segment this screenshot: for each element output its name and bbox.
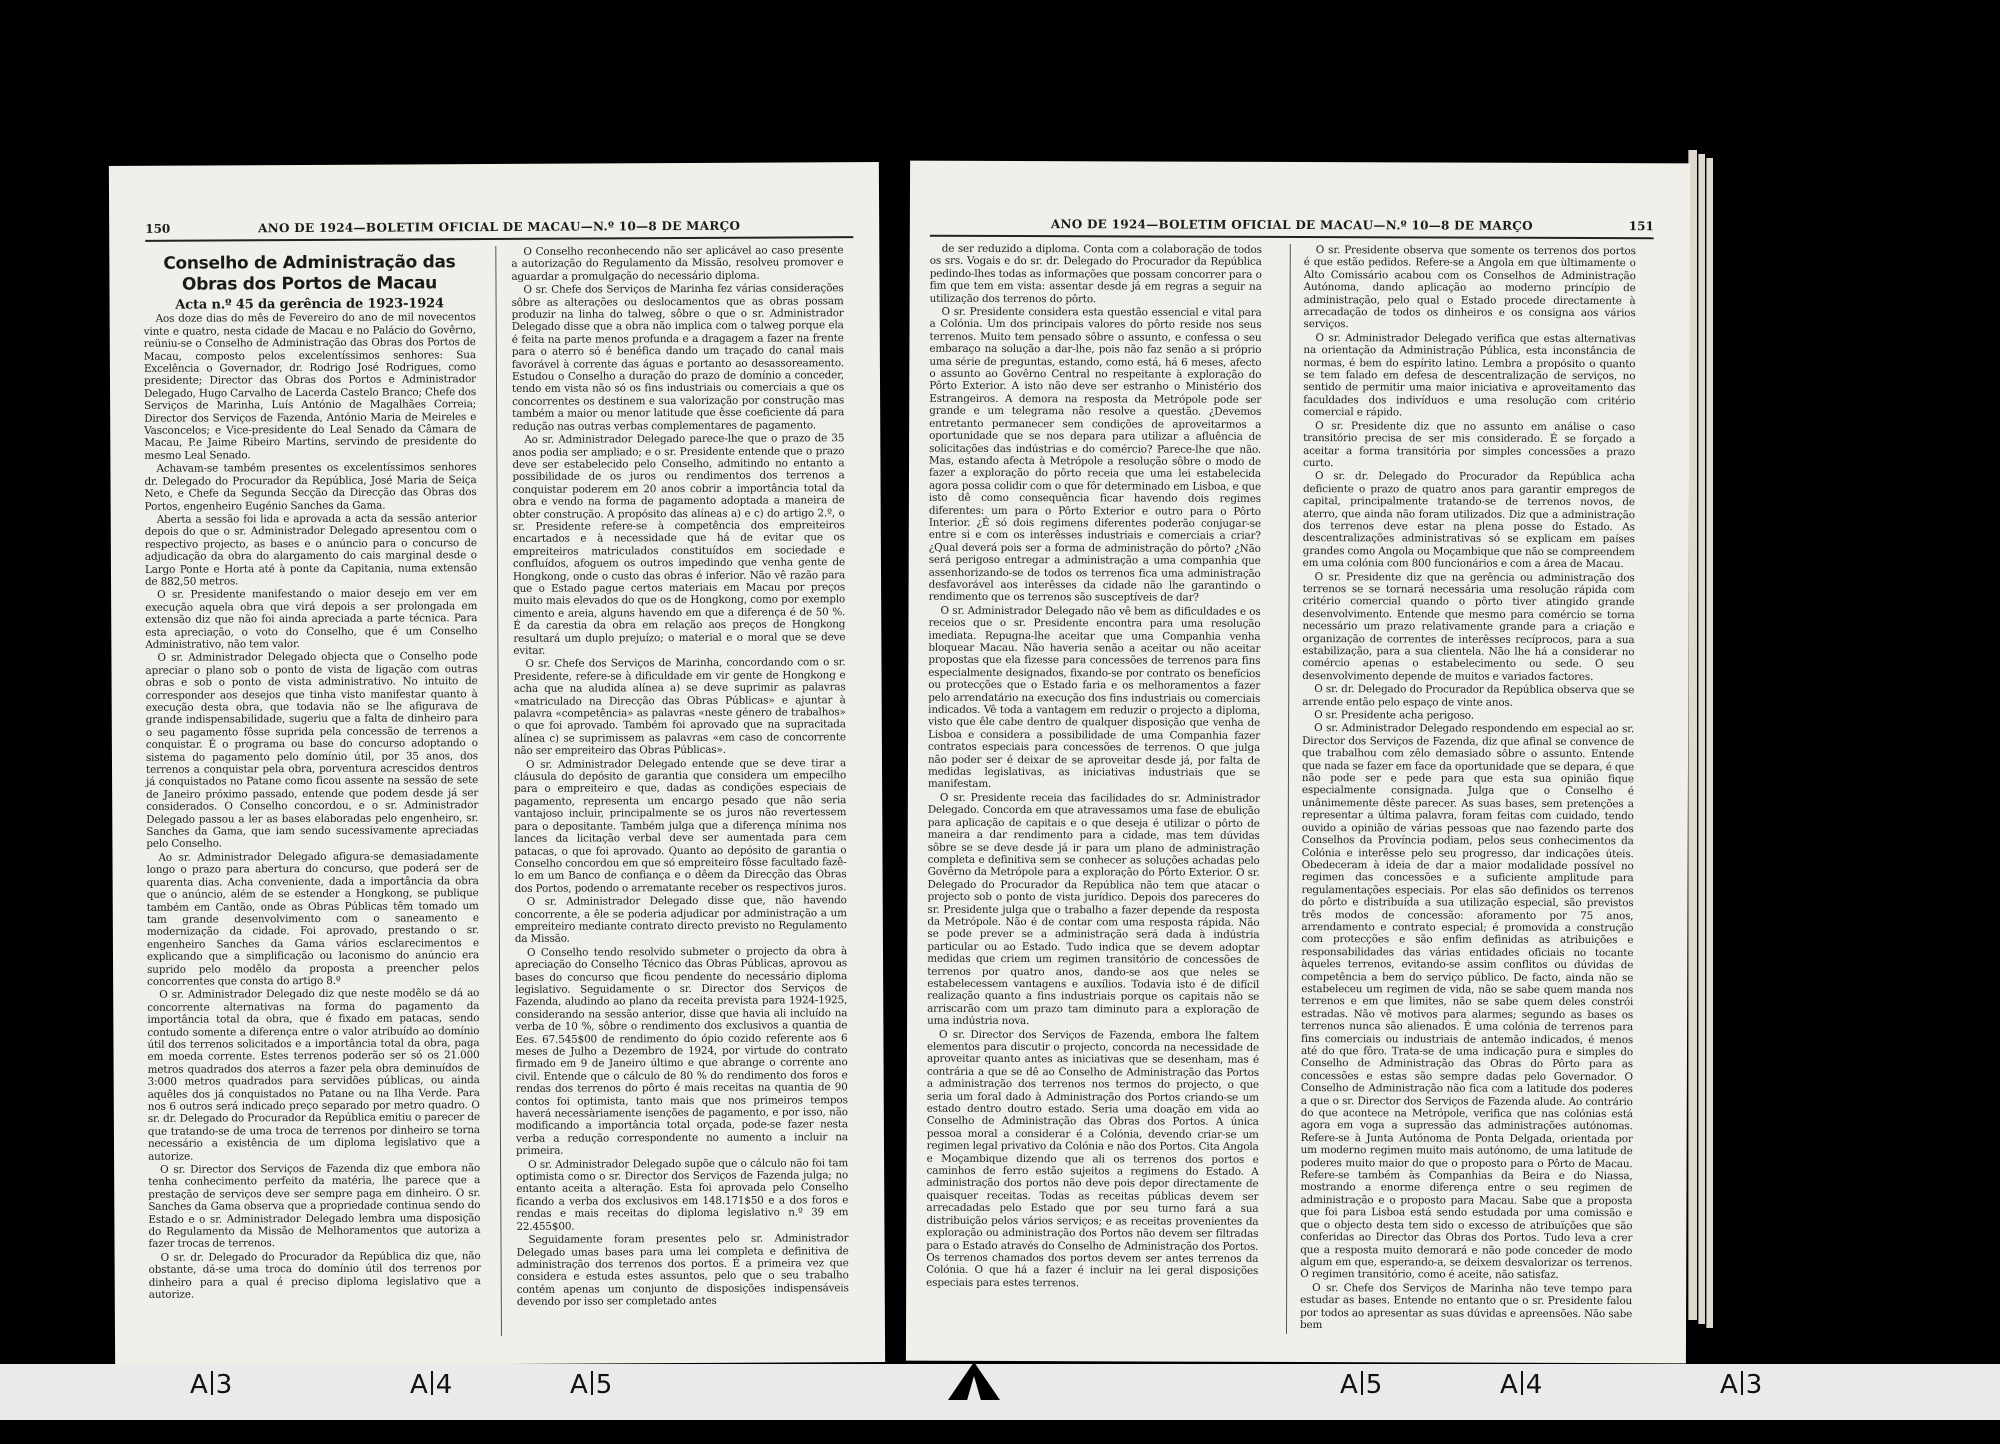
paragraph: O sr. Chefe dos Serviços de Marinha fez várias considerações sôbre as alterações ou deslocamentos que as obras possam produzir na linha do talweg, sôbre o que o sr. Administrador Delegado disse que a obra não implica com o talweg porque ela é feita na parte menos profunda e a dragagem a fazer na frente para o aterro só é benéfica dando um traçado do canal mais favorável à corrente das águas e portanto ao desassoreamento. Estudou o Conselho a duração do prazo de domínio a conceder, tendo em vista não só os fins industriais ou comerciais a que os concorrentes os destinem e sua valorização por construção mas também a maior ou menor latitude que êsse coeficiente dá para redução nas outras verbas complementares de pagamento.	[511, 282, 845, 433]
paragraph: O sr. Administrador Delegado entende que se deve tirar a cláusula do depósito de garantia que considera um empecilho para o empreiteiro e que, dadas as condições especiais de pagamento, representa um encargo pesado que não seria vantajoso incluir, principalmente se os juros não revertessem para o depositante. Também julga que a diferença mínima nos lances da licitação verbal deve ser aumentada para cem patacas, o que foi aprovado. Quanto ao depósito de garantia o Conselho concordou em que só empreiteiro fôsse facultado fazê-lo em um Banco de confiança e o dêem da Direcção das Obras dos Portos, podendo o arrematante receber os respectivos juros.	[514, 756, 847, 895]
paragraph: O sr. Chefe dos Serviços de Marinha não teve tempo para estudar as bases. Entende no entanto que o sr. Presidente falou por todos ao apresentar as suas dúvidas e apreensões. Não sabe bem	[1300, 1281, 1633, 1332]
right-page	[906, 161, 1690, 1364]
film-mark: A 4	[410, 1370, 453, 1400]
paragraph: O sr. dr. Delegado do Procurador da República acha deficiente o prazo de quatro anos para garantir empregos de capital, principalmente tratando-se de terrenos novos, de aterro, que ainda não foram utilizados. Diz que a administração dos terrenos deve estar na plena posse do Estado. As descentralizações administrativas só se explicam em países grandes como Angola ou Moçambique que não se compreendem em uma colónia com 800 funcionários e com a área de Macau.	[1302, 470, 1636, 571]
text-column	[1300, 244, 1636, 1333]
paragraph: O sr. Presidente manifestando o maior desejo em ver em execução aquela obra que virá depois a ser prolongada em extensão diz que não foi ainda apreciada a parte técnica. Para esta apreciação, o voto do Conselho, que é um Conselho Administrativo, não tem valor.	[145, 587, 478, 651]
paragraph: O sr. Presidente acha perigoso.	[1314, 709, 1474, 722]
film-strip	[0, 1364, 2000, 1420]
paragraph: O sr. Presidente diz que na gerência ou administração dos terrenos se se tornará necessária uma resolução rápida com critério comercial quando o pôrto tiver atingido grande desenvolvimento. Entende que mesmo para comércio se torna necessário um prazo relativamente grande para a criação e organização de correntes de interêsses recíprocos, para a sua estabilização, para a sua clientela. Não lhe há a considerar no comércio apenas o estabelecimento ou sede. O seu desenvolvimento depende de muitos e variados factores.	[1302, 570, 1635, 683]
paragraph: O sr. Presidente diz que no assunto em análise o caso transitório precisa de ser mis considerado. É se forçado a aceitar a forma transitória por simples concessões a prazo curto.	[1303, 419, 1636, 470]
page-number: 151	[1628, 219, 1654, 234]
paragraph: O sr. Chefe dos Serviços de Marinha, concordando com o sr. Presidente, refere-se à dificuldade em vir gente de Hongkong e acha que na aludida alínea a) se deve suprimir as palavras «matriculado na Direcção das Obras Públicas» e ajuntar à palavra «competência» as palavras «neste género de trabalhos» o que foi aprovado. Também foi aprovado que na supracitada alínea c) se suprimissem as palavras «em caso de concorrente não ser empreiteiro das Obras Públicas».	[513, 656, 846, 758]
page-number: 150	[145, 221, 171, 236]
film-mark: A 3	[190, 1370, 233, 1400]
column-divider	[495, 246, 502, 1336]
page-stack-edge	[1698, 154, 1705, 1324]
paragraph: O sr. Administrador Delegado diz que neste modêlo se dá ao concorrente alternativas na forma do pagamento da importância total da obra, que é fixado em patacas, sendo contudo somente a diferença entre o valor atribuído ao domínio útil dos terrenos solicitados e a importância total da obra, paga em moeda corrente. Estes terrenos poderão ser só os 21.000 metros quadrados dos aterros a fazer pela obra deminuídos de 3:000 metros quadrados para servidões públicas, ou ainda aquêles dos já conquistados no Patane ou na Ilha Verde. Para nos 6 outros será indicado preço separado por metro quadro. O sr. dr. Delegado do Procurador da República emitiu o parecer de que tratando-se de uma troca de terrenos por dinheiro se torna necessário a existência de um diploma legislativo que a autorize.	[147, 987, 481, 1163]
paragraph: O sr. Administrador Delegado disse que, não havendo concorrente, a êle se poderia adjudicar por administração a um empreiteiro mediante contrato directo previsto no Regulamento da Missão.	[514, 894, 847, 946]
paragraph: O sr. Presidente considera esta questão essencial e vital para a Colónia. Um dos principais valores do pôrto reside nos seus terrenos. Muito tem pensado sôbre o assunto, e confessa o seu embaraço na solução a dar-lhe, pois não faz senão a si próprio uma série de preguntas, estando, como está, há 6 meses, afecto o assunto ao Govêrno Central no respeitante à exploração do Pôrto Exterior. A isto não deve ser estranho o Ministério dos Estrangeiros. A demora na resposta da Metrópole pode ser grande e um telegrama não resolve a questão. ¿Devemos entretanto permanecer sem condições de aproveitarmos a oportunidade que se nos depara para utilizar a afluência de solicitações das indústrias e do comércio? Parece-lhe que não. Mas, estando afecta à Metrópole a resolução sôbre o modo de fazer a exploração do pôrto receia que uma lei estabelecida agora possa colidir com o que fôr determinado em Lisboa, e que isto dê como consequência ficar havendo dois regimes diferentes: um para o Pôrto Exterior e outro para o Pôrto Interior. ¿É só dois regimens diferentes poderão conjugar-se entre si e com os interêsses industriais e comerciais a criar? ¿Qual deverá pois ser a forma de administração do pôrto? ¿Não será perigoso entregar a administração a uma companhia que assenhorizando-se de todos os terrenos fica uma administração desfavorável aos interêsses da cidade não lhe garantindo o rendimento que os terrenos são susceptíveis de dar?	[928, 305, 1262, 605]
film-mark: A 4	[1500, 1370, 1543, 1400]
acta-heading: Acta n.º 45 da gerência de 1923-1924	[175, 296, 444, 313]
paragraph: O sr. Director dos Serviços de Fazenda diz que embora não tenha conhecimento perfeito da matéria, lhe parece que a prestação de serviços deve ser sempre paga em dinheiro. O sr. Sanches da Gama observa que a propriedade continua sendo do Estado e o sr. Administrador Delegado lembra uma disposição do Regulamento da Missão de Melhoramentos que autoriza a fazer trocas de terrenos.	[148, 1162, 481, 1251]
paragraph: O sr. Director dos Serviços de Fazenda, embora lhe faltem elementos para discutir o projecto, concorda na necessidade de aproveitar quanto antes as iniciativas que se desenham, mas é contrária a que se dê ao Conselho de Administração das Portos a administração dos terrenos nos termos do projecto, o que seria um foral dado à Administração dos Portos criando-se um estado dentro doutro estado. Seria uma doação em vida ao Conselho de Administração das Obras dos Portos. A única pessoa moral a considerar é a Colónia, devendo criar-se um regimen legal privativo da Colónia e não dos Portos. Cita Angola e Moçambique dizendo que ali os terrenos dos portos e caminhos de ferro estão sujeitos a regimens do Estado. A administração dos portos não deve pois depor directamente de quaisquer receitas. Todas as receitas públicas devem ser arrecadadas pelo Estado que por seu turno fará a sua distribuição pelos vários serviços; e as receitas provenientes da exploração ou administração dos Portos não devem ser filtradas para o Estado através do Conselho de Administração dos Portos. Os terrenos chamados dos portos devem ser antes terrenos da Colónia. O que há a fazer é incluir na lei geral disposições especiais para estes terrenos.	[926, 1028, 1260, 1289]
paragraph: O sr. Administrador Delegado respondendo em especial ao sr. Director dos Serviços de Fazenda, diz que afinal se convence de que trabalhou com zêlo demasiado sôbre o assunto. Entende que nada se fazer em face da oportunidade que se depara, é que não pode ser e pede para que esta sua opinião fique especialmente consignada. Julga que o Conselho é unânimemente dêste parecer. As suas bases, sem pretenções a representar a última palavra, foram feitas com cuidado, tendo ouvido a opinião de várias pessoas que nao fazendo parte dos Conselhos da Província podiam, pelos seus conhecimentos da Colónia e interêsse pelo seu progresso, dar indicações úteis. Obedeceram à ideia de dar a maior modalidade possível no regimen das concessões e a suficiente amplitude para regulamentações especiais. Por elas são definidos os terrenos do pôrto e distribuída a sua utilização especial, são previstos três modos de concessão: aforamento por 75 anos, arrendamento e contrato especial; é promovida a construção com protecções e são enfim definidas as atribuições e responsabilidades das várias entidades oficiais no tocante àqueles terrenos, evitando-se assim conflitos ou dúvidas de competência a bem do serviço público. De facto, ainda não se estabeleceu um regimen de vida, não se sabe quem manda nos terrenos e em que limites, não se sabe quem deles constrói estradas. Não vê motivos para alarmes; segundo as bases os terrenos nunca são alienados. É uma colónia de terrenos para fins comerciais ou industriais de antemão indicados, é menos até do que fôro. Trata-se de uma indicação pura e simples do Conselho de Administração das Obras do Pôrto para as concessões e estas são sempre dadas pelo Governador. O Conselho de Administração não fica com a latitude dos poderes a que o sr. Director dos Serviços de Fazenda alude. Ao contrário do que acontece na Metrópole, verifica que nas colónias está agora em voga a supressão das administrações autónomas. Refere-se à Junta Autónoma de Ponta Delgada, orientada por um moderno regimen muito mais autónomo, de uma latitude de poderes muito maior do que o proposto para o Pôrto de Macau. Refere-se também às Companhias da Beira e do Niassa, mostrando a enorme diferença entre o seu regimen de administração e o proposto para Macau. Sabe que a proposta que foi para Lisboa está sendo estudada por uma comissão e que o objecto desta tem sido o excesso de atribuïções que são conferidas ao Director das Obras dos Portos. Tudo leva a crer que a resposta muito demorará e não pode conceder de modo algum em que, esperando-a, se deixem desvalorizar os terrenos. O regimen transitório, como é aceite, não satisfaz.	[1300, 722, 1635, 1282]
paragraph: de ser reduzido a diploma. Conta com a colaboração de todos os srs. Vogais e do sr. dr. Delegado do Procurador da República pedindo-lhes todas as informações que possam concorrer para o fim que tem em vista: assentar desde já em regras a seguir na utilização dos terrenos do pôrto.	[929, 242, 1262, 305]
paragraph: Seguidamente foram presentes pelo sr. Administrador Delegado umas bases para uma lei completa e definitiva de administração dos terrenos dos portos. É a primeira vez que considera e estuda estes assuntos, pelo que o seu trabalho contém apenas um conjunto de disposições indispensáveis devendo por isso ser completado antes	[516, 1232, 849, 1309]
paragraph: Aberta a sessão foi lida e aprovada a acta da sessão anterior depois do que o sr. Administrador Delegado apresentou com o respectivo projecto, as bases e o anúncio para o concurso de adjudicação da obra do alargamento do cais marginal desde o Largo Ponte e Horta até à ponte da Capitania, numa extensão de 882,50 metros.	[144, 512, 478, 588]
paragraphs	[144, 312, 481, 1302]
paragraph: O Conselho reconhecendo não ser aplicável ao caso presente a autorização do Regulamento da Missão, resolveu promover e aguardar a promulgação do necessário diploma.	[511, 244, 844, 283]
film-mark: A 5	[570, 1370, 613, 1400]
paragraph: O sr. Administrador Delegado não vê bem as dificuldades e os receios que o sr. Presidente encontra para uma resolução imediata. Repugna-lhe aceitar que uma Companhia venha bloquear Macau. Não haveria senão a aceitar ou não aceitar propostas que ela fizesse para concessões de terrenos para fins especialmente designados, fixando-se por contrato os benefícios ou protecções que o Estado faria e os melhoramentos a fazer pelo arrendatário na execução dos fins industriais ou comerciais indicados. Vê toda a vantagem em reduzir o projecto a diploma, visto que êle cabe dentro de qualquer disposição que venha de Lisboa e considera a possibilidade de uma Companhia fazer contratos especiais para concessões de terrenos. O que julga não poder ser é deixar de se aproveitar desde já, por falta de medidas legislativas, as iniciativas industriais que se manifestam.	[927, 604, 1261, 791]
article-title: Conselho de Administração das Obras dos Portos de Macau	[163, 252, 456, 295]
paragraph: O sr. Administrador Delegado objecta que o Conselho pode apreciar o plano sob o ponto de vista de ligação com outras obras e sob o ponto de vista administrativo. No intuito de corresponder aos desejos que tinha visto manifestar quanto à execução desta obra, que todavia não se lhe afigurava de grande indispensabilidade, sugeriu que a falta de dinheiro para o seu pagamento fôsse suprida pela concessão de terrenos a conquistar. É o programa ou base do concurso adoptando o sistema do pagamento pelo domínio útil, por 35 anos, dos terrenos a conquistar pela obra, porventura acrescidos dentros já conquistados no Patane como ficou assente na sessão de sete de Janeiro próximo passado, entende que podem desde já ser considerados. O Conselho concordou, e o sr. Administrador Delegado passou a ler as bases elaboradas pelo engenheiro, sr. Sanches da Gama, que iam sendo sucessivamente apreciadas pelo Conselho.	[145, 650, 479, 851]
page-stack-edge	[1706, 158, 1713, 1328]
paragraph: O sr. dr. Delegado do Procurador da República observa que se arrende então pelo espaço de vinte anos.	[1302, 683, 1635, 709]
paragraph: O Conselho tendo resolvido submeter o projecto da obra à apreciação do Conselho Técnico das Obras Públicas, aprovou as bases do concurso que ficou pendente do necessário diploma legislativo. Seguidamente o sr. Director dos Serviços de Fazenda, aludindo ao plano da receita prevista para 1924-1925, considerando na sessão anterior, disse que havia ali incluído na verba de 10 %, sôbre o rendimento dos exclusivos a quantia de Ees. 67.545$00 de rendimento do ópio cozido referente aos 6 meses de Julho a Dezembro de 1924, por virtude do contrato firmado em 9 de Janeiro último e que abrange o corrente ano civil. Entende que o cálculo de 80 % do rendimento dos foros e rendas dos terrenos do pôrto é mais receitas na quantia de 90 contos foi optimista, tanto mais que nos primeiros tempos haverá necessàriamente isenções de pagamento, e por isso, não modificando a importância total orçada, pode-se fazer nesta verba a redução correspondente no aumento a incluir na primeira.	[515, 944, 848, 1158]
paragraphs	[926, 243, 1262, 1290]
left-page	[109, 162, 885, 1366]
paragraph: Ao sr. Administrador Delegado parece-lhe que o prazo de 35 anos podia ser ampliado; e o sr. Presidente entende que o prazo deve ser estabelecido pelo Conselho, admitindo no entanto a possibilidade de os juros ou rendimentos dos terrenos a conquistar poderem em 20 anos cobrir a importância total da obra e vendo na forma de pagamento adoptada a maneira de obter construção. A propósito das alíneas a) e c) do artigo 2.º, o sr. Presidente refere-se à competência dos empreiteiros encartados e à necessidade que há de evitar que os empreiteiros matriculados constituídos em sociedade e confluídos, afoguem os outros impedindo que venha gente de Hongkong, onde o custo das obras é inferior. Não vê razão para que o Estado pague certos materiais em Macau por preços muito mais elevados do que os de Hongkong, como por exemplo cimento e areia, alguns havendo em que a diferença é de 50 %. É da carestia da obra em relação aos preços de Hongkong resultará um duplo prejuízo; o material e o moral que se deve evitar.	[512, 432, 846, 657]
paragraph: O sr. dr. Delegado do Procurador da República diz que, não obstante, dá-se uma troca do domínio útil dos terrenos por dinheiro para a qual é preciso diploma legislativo que a autorize.	[148, 1249, 481, 1301]
paragraph: Achavam-se também presentes os excelentíssimos senhores dr. Delegado do Procurador da República, José Maria de Seiça Neto, e Chefe da Segunda Secção da Direcção das Obras dos Portos, engenheiro Eugénio Sanches da Gama.	[144, 461, 477, 513]
page-header	[930, 217, 1654, 240]
text-column	[143, 246, 481, 1302]
paragraph: Ao sr. Administrador Delegado afigura-se demasiadamente longo o prazo para abertura do concurso, que poderá ser de quarenta dias. Acha conveniente, dada a importância da obra que o anúncio, além de se estender a Hongkong, se publique também em Cantão, onde as Obras Públicas têm tomado um tam grande desenvolvimento com o saneamento e modernização da cidade. Foi aprovado, prestando o sr. engenheiro Sanches da Gama vários esclarecimentos e explicando que a simplificação ou laconismo do anúncio era suprido pelo modêlo da proposta a preencher pelos concorrentes que consta do artigo 8.º	[146, 849, 480, 988]
film-mark: A 3	[1720, 1370, 1763, 1400]
column-divider	[1286, 244, 1291, 1334]
paragraph: O sr. Presidente receia das facilidades do sr. Administrador Delegado. Concorda em que atravessamos uma fase de ebulição para aplicação de capitais e o que deseja é utilizar o pôrto de maneira a dar rendimento para a cidade, mas tem dúvidas sôbre se se deve desde já ir para um plano de administração completa e definitiva sem se conhecer as soluções achadas pelo Govêrno da Metrópole para a exploração do Pôrto Exterior. O sr. Delegado do Procurador da República não tem que atacar o projecto sob o ponto de vista jurídico. Depois dos pareceres do sr. Presidente julga que o trabalho a fazer depende da resposta da Metrópole. Não é de contar com uma resposta rápida. Não se pode prever se a administração será dada à indústria particular ou ao Estado. Tudo indica que se devem adoptar medidas que criem um regimen transitório de concessões de terrenos por quatro anos, dando-se aos que neles se estabelecessem vantagens e auxílios. Todavia isto é de difícil realização quanto a fins industriais porque os capitais não se arriscarão com um prazo tam diminuto para a exploração de uma indústria nova.	[927, 791, 1260, 1028]
page-header	[145, 218, 853, 242]
paragraph: Aos doze dias do mês de Fevereiro do ano de mil novecentos vinte e quatro, nesta cidade de Macau e no Palácio do Govêrno, reüniu-se o Conselho de Administração das Obras dos Portos de Macau, composto pelos excelentíssimos senhores: Sua Excelência o Governador, dr. Rodrigo José Rodrigues, como presidente; Director das Obras dos Portos e Administrador Delegado, Hugo Carvalho de Lacerda Castelo Branco; Chefe dos Serviços de Marinha, Luís António de Magalhães Correia; Director dos Serviços de Fazenda, António Maria de Meireles e Vasconcelos; e Vice-presidente do Leal Senado da Câmara de Macau, P.e Jaime Ribeiro Martins, servindo de presidente do mesmo Leal Senado.	[143, 311, 477, 462]
header-title: ANO DE 1924—BOLETIM OFICIAL DE MACAU—N.º 10—8 DE MARÇO	[258, 218, 741, 236]
paragraph: O sr. Presidente observa que somente os terrenos dos portos é que estão pedidos. Refere-se a Angola em que ùltimamente o Alto Comissário acabou com os Conselhos de Administração Autónoma, dando aplicação ao moderno princípio de administração, pelo qual o Estado procede directamente à arrecadação de todos os dinheiros e os consigna aos vários serviços.	[1303, 244, 1636, 331]
header-title: ANO DE 1924—BOLETIM OFICIAL DE MACAU—N.º 10—8 DE MARÇO	[1050, 217, 1533, 233]
paragraphs	[1300, 244, 1636, 1332]
paragraphs	[511, 244, 849, 1308]
paragraph: O sr. Administrador Delegado verifica que estas alternativas na orientação da Administração Pública, esta inconstância de normas, é bem do espírito latino. Lembra a propósito o quanto se tem falado em defesa de descentralização de serviços, no sentido de permitir uma maior iniciativa e aproveitamento das faculdades dos indivíduos e uma resolução com critério comercial e rápido.	[1303, 331, 1636, 419]
text-column	[926, 243, 1262, 1291]
film-mark: A 5	[1340, 1370, 1383, 1400]
paragraph: O sr. Administrador Delegado supõe que o cálculo não foi tam optimista como o sr. Director dos Serviços de Fazenda julga; no entanto aceita a alteração. Esta foi aprovada pelo Conselho ficando a verba dos exclusivos em 148.171$50 e a dos foros e rendas e mais receitas do diploma legislativo n.º 39 em 22.455$00.	[516, 1156, 849, 1233]
text-column	[511, 244, 849, 1309]
